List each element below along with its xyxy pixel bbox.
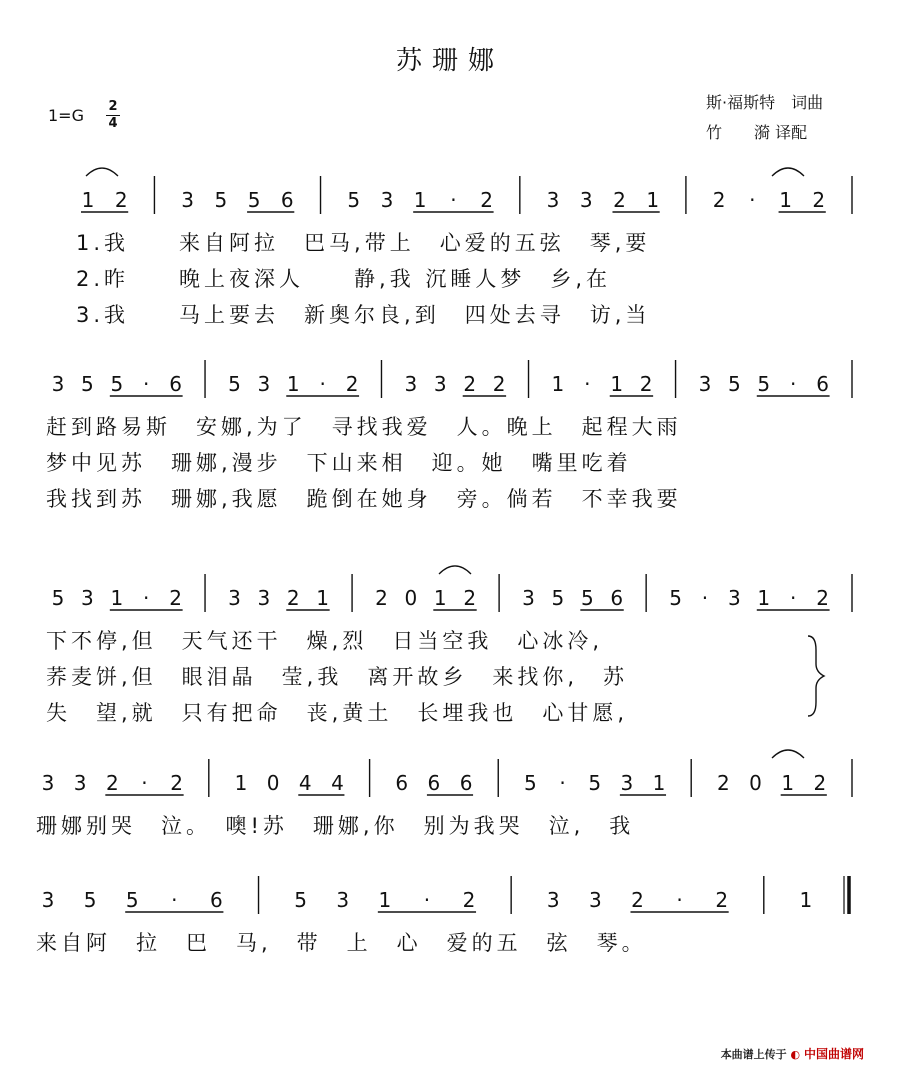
verse-brace	[808, 636, 824, 716]
note: 0	[266, 771, 280, 795]
note: 2	[114, 188, 128, 212]
note: 3	[522, 586, 535, 610]
note: 4	[331, 771, 344, 795]
composer-credit: 斯·福斯特 词曲	[706, 93, 824, 112]
note: 6	[210, 888, 223, 912]
note: 3	[81, 586, 94, 610]
dot-mark: ·	[790, 586, 797, 610]
note: 3	[433, 372, 447, 396]
note: 1	[286, 372, 300, 396]
slur-arc	[86, 168, 118, 176]
note: 3	[380, 188, 394, 212]
note: 3	[620, 771, 634, 795]
note: 1	[781, 771, 795, 795]
note: 5	[588, 771, 602, 795]
dot-mark: ·	[143, 372, 150, 396]
translator-credit: 竹 漪 译配	[706, 123, 808, 142]
note: 6	[169, 372, 182, 396]
page-title: 苏珊娜	[395, 46, 504, 76]
note: 1	[551, 372, 565, 396]
lyric-line: 珊娜别哭 泣。 噢!苏 珊娜,你 别为我哭 泣, 我	[36, 814, 635, 838]
note: 3	[73, 771, 87, 795]
dot-mark: ·	[423, 888, 431, 912]
note: 6	[280, 188, 294, 212]
note: 5	[669, 586, 682, 610]
key-signature: 1=G	[48, 106, 84, 125]
note: 2	[375, 586, 388, 610]
lyric-line: 下不停,但 天气还干 燥,烈 日当空我 心冰冷,	[46, 629, 604, 653]
note: 6	[459, 771, 473, 795]
lyric-line: 我找到苏 珊娜,我愿 跪倒在她身 旁。倘若 不幸我要	[46, 487, 682, 511]
note: 2	[631, 888, 644, 912]
note: 5	[347, 188, 361, 212]
note: 3	[589, 888, 602, 912]
note: 1	[433, 586, 447, 610]
note: 5	[757, 372, 771, 396]
note: 1	[81, 188, 95, 212]
note: 5	[247, 188, 261, 212]
note: 6	[816, 372, 829, 396]
dot-mark: ·	[559, 771, 566, 795]
note: 2	[812, 188, 826, 212]
note: 1	[757, 586, 771, 610]
note: 2	[613, 188, 626, 212]
note: 1	[799, 888, 813, 912]
slur-arc	[772, 750, 804, 758]
note: 2	[712, 188, 726, 212]
note: 3	[546, 888, 560, 912]
note: 1	[652, 771, 666, 795]
note: 3	[51, 372, 65, 396]
dot-mark: ·	[141, 771, 148, 795]
note: 2	[463, 586, 477, 610]
note: 6	[610, 586, 624, 610]
footer-logo-icon: ◐	[790, 1048, 801, 1061]
note: 3	[698, 372, 712, 396]
footer-credit	[721, 1045, 864, 1062]
note: 5	[125, 888, 139, 912]
note: 4	[298, 771, 312, 795]
note: 2	[716, 771, 730, 795]
note: 1	[413, 188, 427, 212]
note: 2	[813, 771, 827, 795]
note: 1	[779, 188, 792, 212]
note: 2	[639, 372, 653, 396]
dot-mark: ·	[171, 888, 178, 912]
note: 1	[234, 771, 248, 795]
note: 3	[404, 372, 418, 396]
note: 5	[524, 771, 537, 795]
lyric-line: 梦中见苏 珊娜,漫步 下山来相 迎。她 嘴里吃着	[46, 451, 632, 475]
note: 2	[480, 188, 493, 212]
note: 5	[580, 586, 594, 610]
dot-mark: ·	[584, 372, 591, 396]
note: 3	[728, 586, 741, 610]
note: 1	[378, 888, 392, 912]
note: 0	[404, 586, 418, 610]
note: 3	[546, 188, 560, 212]
note: 1	[316, 586, 330, 610]
note: 2	[105, 771, 119, 795]
lyric-line: 荞麦饼,但 眼泪晶 莹,我 离开故乡 来找你, 苏	[46, 665, 629, 689]
note: 1	[646, 188, 660, 212]
note: 2	[286, 586, 300, 610]
note: 2	[345, 372, 359, 396]
note: 2	[492, 372, 506, 396]
note: 5	[81, 372, 94, 396]
dot-mark: ·	[790, 372, 797, 396]
footer-brand: 中国曲谱网	[803, 1047, 864, 1061]
footer-prefix: 本曲谱上传于	[720, 1048, 787, 1061]
note: 3	[181, 188, 195, 212]
note: 1	[610, 372, 624, 396]
note: 5	[728, 372, 741, 396]
note: 2	[463, 372, 477, 396]
lyric-line: 2.昨 晚上夜深人 静,我 沉睡人梦 乡,在	[76, 267, 612, 291]
lyric-line: 失 望,就 只有把命 丧,黄土 长埋我也 心甘愿,	[46, 701, 629, 725]
note: 2	[462, 888, 476, 912]
time-signature-denominator: 4	[108, 116, 118, 131]
slur-arc	[772, 168, 804, 176]
dot-mark: ·	[701, 586, 709, 610]
dot-mark: ·	[319, 372, 326, 396]
slur-arc	[439, 566, 471, 574]
lyric-line: 1.我 来自阿拉 巴马,带上 心爱的五弦 琴,要	[76, 231, 651, 255]
note: 3	[41, 771, 55, 795]
note: 2	[170, 771, 184, 795]
note: 0	[749, 771, 762, 795]
lyric-line: 赶到路易斯 安娜,为了 寻找我爱 人。晚上 起程大雨	[46, 415, 682, 439]
note: 5	[294, 888, 307, 912]
lyric-line: 来自阿 拉 巴 马, 带 上 心 爱的五 弦 琴。	[36, 931, 647, 955]
note: 3	[257, 586, 271, 610]
note: 2	[816, 586, 829, 610]
note: 1	[110, 586, 124, 610]
time-signature-numerator: 2	[108, 99, 118, 114]
note: 6	[395, 771, 409, 795]
note: 5	[214, 188, 228, 212]
note: 3	[41, 888, 55, 912]
lyric-line: 3.我 马上要去 新奥尔良,到 四处去寻 访,当	[76, 303, 651, 327]
dot-mark: ·	[143, 586, 150, 610]
note: 2	[169, 586, 182, 610]
note: 5	[551, 586, 565, 610]
note: 5	[51, 586, 65, 610]
note: 3	[579, 188, 593, 212]
note: 5	[83, 888, 97, 912]
note: 3	[336, 888, 350, 912]
dot-mark: ·	[749, 188, 756, 212]
note: 3	[228, 586, 241, 610]
note: 2	[715, 888, 729, 912]
note: 6	[427, 771, 441, 795]
note: 5	[228, 372, 241, 396]
dot-mark: ·	[450, 188, 457, 212]
dot-mark: ·	[676, 888, 683, 912]
note: 5	[110, 372, 124, 396]
note: 3	[257, 372, 271, 396]
